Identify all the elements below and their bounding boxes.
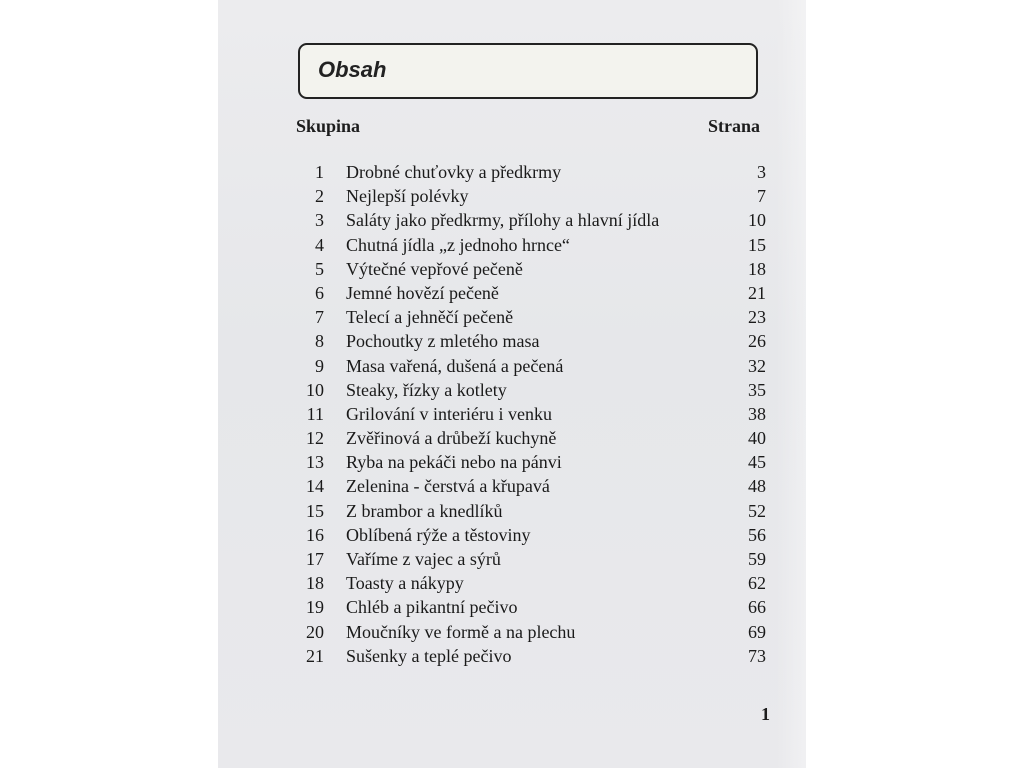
- toc-title: Vaříme z vajec a sýrů: [346, 549, 501, 569]
- column-header-page: Strana: [707, 116, 760, 136]
- toc-page: 40: [748, 428, 766, 449]
- toc-title: Moučníky ve formě a na plechu: [346, 621, 576, 642]
- table-of-contents: [296, 160, 766, 668]
- toc-row: [296, 426, 766, 450]
- toc-row: [296, 644, 766, 668]
- title-box: [298, 43, 758, 99]
- toc-row: [296, 208, 766, 232]
- toc-row: [296, 305, 766, 329]
- toc-title: Chutná jídla „z jednoho hrnce“: [346, 234, 570, 255]
- toc-number: 3: [315, 210, 324, 231]
- toc-page: 3: [757, 162, 766, 182]
- toc-row: [296, 281, 766, 305]
- toc-page: 69: [748, 621, 766, 642]
- toc-number: 2: [315, 186, 324, 207]
- toc-row: [296, 620, 766, 644]
- toc-page: 66: [748, 597, 766, 618]
- toc-row: [296, 184, 766, 208]
- toc-row: [296, 378, 766, 402]
- toc-page: 48: [748, 476, 766, 497]
- toc-number: 7: [315, 307, 324, 328]
- toc-row: [296, 329, 766, 353]
- toc-row: [296, 499, 766, 523]
- toc-number: 18: [306, 573, 324, 594]
- toc-number: 5: [315, 258, 324, 279]
- toc-number: 20: [306, 621, 324, 642]
- toc-number: 10: [306, 379, 324, 400]
- toc-title: Zelenina - čerstvá a křupavá: [346, 476, 550, 497]
- toc-number: 8: [315, 331, 324, 352]
- toc-page: 56: [748, 524, 766, 545]
- toc-page: 26: [748, 331, 766, 352]
- toc-title: Telecí a jehněčí pečeně: [346, 307, 514, 328]
- toc-row: [296, 257, 766, 281]
- toc-page: 18: [748, 258, 766, 279]
- toc-number: 1: [315, 162, 324, 182]
- toc-page: 10: [748, 210, 766, 231]
- toc-row: [296, 450, 766, 474]
- toc-title: Jemné hovězí pečeně: [346, 282, 499, 303]
- toc-number: 13: [306, 452, 324, 473]
- toc-title: Pochoutky z mletého masa: [346, 331, 540, 352]
- toc-number: 11: [306, 403, 324, 424]
- toc-title: Nejlepší polévky: [346, 186, 469, 207]
- page-number: 1: [761, 704, 770, 724]
- toc-row: [296, 474, 766, 498]
- toc-page: 32: [748, 355, 766, 376]
- toc-row: [296, 233, 766, 257]
- toc-page: 7: [757, 186, 766, 207]
- toc-number: 6: [315, 282, 324, 303]
- toc-title: Toasty a nákypy: [346, 573, 464, 594]
- page-title: Obsah: [318, 57, 387, 82]
- toc-title: Grilování v interiéru i venku: [346, 403, 552, 424]
- toc-title: Zvěřinová a drůbeží kuchyně: [346, 428, 557, 449]
- toc-row: [296, 595, 766, 619]
- toc-page: 23: [748, 307, 766, 328]
- toc-row: [296, 523, 766, 547]
- toc-page: 35: [748, 379, 766, 400]
- toc-title: Ryba na pekáči nebo na pánvi: [346, 452, 562, 473]
- toc-number: 4: [315, 234, 324, 255]
- toc-page: 52: [748, 500, 766, 521]
- toc-page: 15: [748, 234, 766, 255]
- book-page: [218, 0, 806, 768]
- toc-page: 38: [748, 403, 766, 424]
- toc-number: 12: [306, 428, 324, 449]
- toc-title: Sušenky a teplé pečivo: [346, 645, 512, 666]
- toc-title: Oblíbená rýže a těstoviny: [346, 524, 531, 545]
- toc-number: 21: [306, 645, 324, 666]
- toc-title: Saláty jako předkrmy, přílohy a hlavní jídla: [346, 210, 660, 231]
- toc-title: Drobné chuťovky a předkrmy: [346, 162, 562, 182]
- toc-number: 15: [306, 500, 324, 521]
- toc-number: 9: [315, 355, 324, 376]
- toc-page: 45: [748, 452, 766, 473]
- toc-number: 17: [306, 549, 324, 569]
- toc-title: Chléb a pikantní pečivo: [346, 597, 518, 618]
- toc-title: Steaky, řízky a kotlety: [346, 379, 507, 400]
- toc-title: Masa vařená, dušená a pečená: [346, 355, 564, 376]
- toc-page: 21: [748, 282, 766, 303]
- toc-row: [296, 547, 766, 571]
- toc-page: 59: [748, 549, 766, 569]
- toc-row: [296, 402, 766, 426]
- toc-page: 62: [748, 573, 766, 594]
- toc-title: Z brambor a knedlíků: [346, 500, 503, 521]
- toc-number: 16: [306, 524, 324, 545]
- toc-page: 73: [748, 645, 766, 666]
- toc-number: 19: [306, 597, 324, 618]
- toc-row: [296, 354, 766, 378]
- toc-number: 14: [306, 476, 324, 497]
- toc-title: Výtečné vepřové pečeně: [346, 258, 523, 279]
- toc-row: [296, 160, 766, 184]
- toc-row: [296, 571, 766, 595]
- column-header-group: Skupina: [296, 116, 361, 136]
